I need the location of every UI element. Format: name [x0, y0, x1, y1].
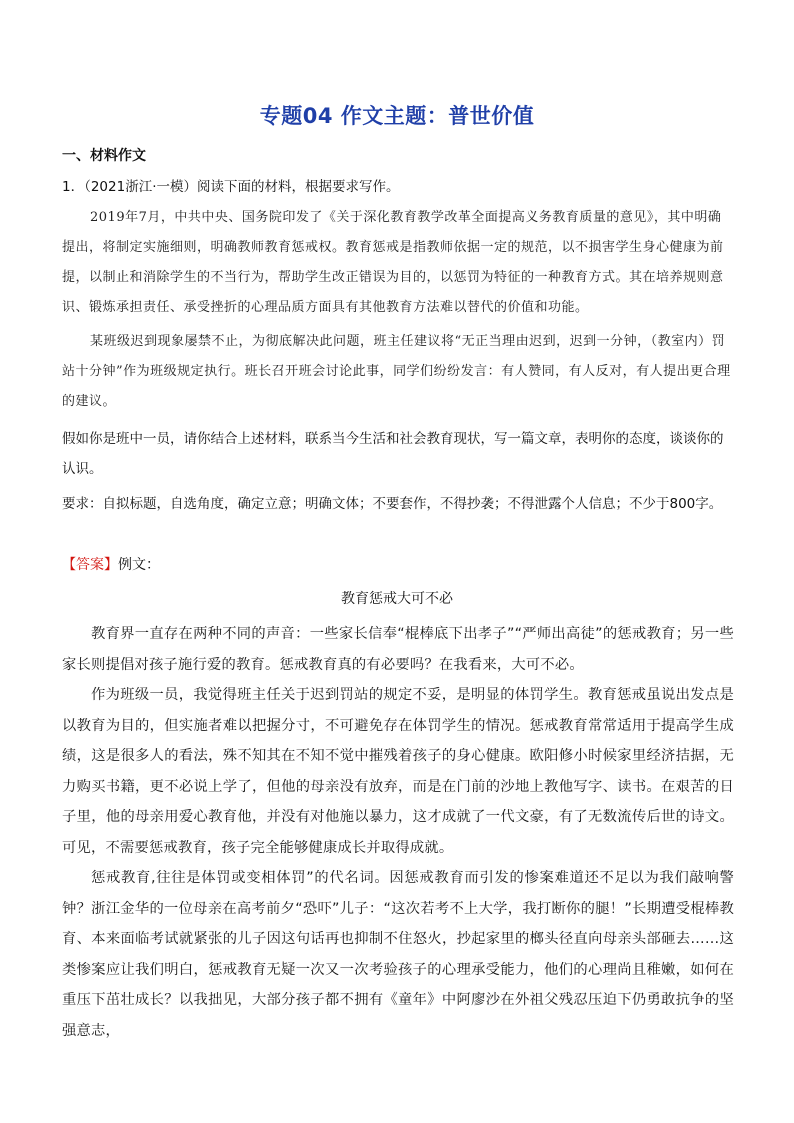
answer-label: 例文：: [118, 557, 160, 573]
question-line: 1．（2021浙江·一模）阅读下面的材料，根据要求写作。: [62, 179, 400, 195]
task-paragraph: 假如你是班中一员，请你结合上述材料，联系当今生活和社会教育现状，写一篇文章，表明你的态度，谈谈你的认识。: [62, 431, 724, 477]
document-title: 专题04 作文主题：普世价值: [259, 104, 535, 128]
answer-line: [62, 554, 160, 574]
section-heading: 一、材料作文: [62, 148, 146, 164]
answer-tag: 【答案】: [62, 557, 118, 573]
requirements-paragraph: 要求：自拟标题，自选角度，确定立意；明确文体；不要套作，不得抄袭；不得泄露个人信息；不少于800字。: [62, 496, 723, 512]
essay-paragraph-2: 作为班级一员，我觉得班主任关于迟到罚站的规定不妥，是明显的体罚学生。教育惩戒虽说出发点是以教育为目的，但实施者难以把握分寸，不可避免存在体罚学生的情况。惩戒教育常常适用于提高学生成绩，这是很多人的看法，殊不知其在不知不觉中摧残着孩子的身心健康。欧阳修小时候家里经济拮据，无力购买书籍，更不必说上学了，但他的母亲没有放弃，而是在门前的沙地上教他写字、读书。在艰苦的日子里，他的母亲用爱心教育他，并没有对他施以暴力，这才成就了一代文豪，有了无数流传后世的诗文。可见，不需要惩戒教育，孩子完全能够健康成长并取得成就。: [62, 687, 734, 856]
essay-title: 教育惩戒大可不必: [341, 591, 453, 607]
material-block: [62, 203, 734, 417]
essay-paragraph-1: 教育界一直存在两种不同的声音：一些家长信奉“棍棒底下出孝子”“严师出高徒”的惩戒教育；另一些家长则提倡对孩子施行爱的教育。惩戒教育真的有必要吗？在我看来，大可不必。: [62, 626, 734, 673]
material-paragraph-2: 某班级迟到现象屡禁不止，为彻底解决此问题，班主任建议将“无正当理由迟到，迟到一分钟，（教室内）罚站十分钟”作为班级规定执行。班长召开班会讨论此事，同学们纷纷发言：有人赞同，有人反对，有人提出更合理的建议。: [62, 334, 731, 409]
material-paragraph-1: 2019年7月，中共中央、国务院印发了《关于深化教育教学改革全面提高义务教育质量的意见》，其中明确提出，将制定实施细则，明确教师教育惩戒权。教育惩戒是指教师依据一定的规范，以不损害学生身心健康为前提，以制止和消除学生的不当行为，帮助学生改正错误为目的，以惩罚为特征的一种教育方式。其在培养规则意识、锻炼承担责任、承受挫折的心理品质方面具有其他教育方法难以替代的价值和功能。: [62, 210, 724, 315]
essay-paragraph-3: 惩戒教育,往往是体罚或变相体罚”的代名词。因惩戒教育而引发的惨案难道还不足以为我们敲响警钟？浙江金华的一位母亲在高考前夕“恐吓”儿子：“这次若考不上大学，我打断你的腿！”长期遭受棍棒教育、本来面临考试就紧张的儿子因这句话再也抑制不住怒火，抄起家里的榔头径直向母亲头部砸去……这类惨案应让我们明白，惩戒教育无疑一次又一次考验孩子的心理承受能力，他们的心理尚且稚嫩，如何在重压下茁壮成长？以我拙见，大部分孩子都不拥有《童年》中阿廖沙在外祖父残忍压迫下仍勇敢抗争的坚强意志，: [62, 870, 734, 1039]
essay-body: [62, 619, 734, 1046]
